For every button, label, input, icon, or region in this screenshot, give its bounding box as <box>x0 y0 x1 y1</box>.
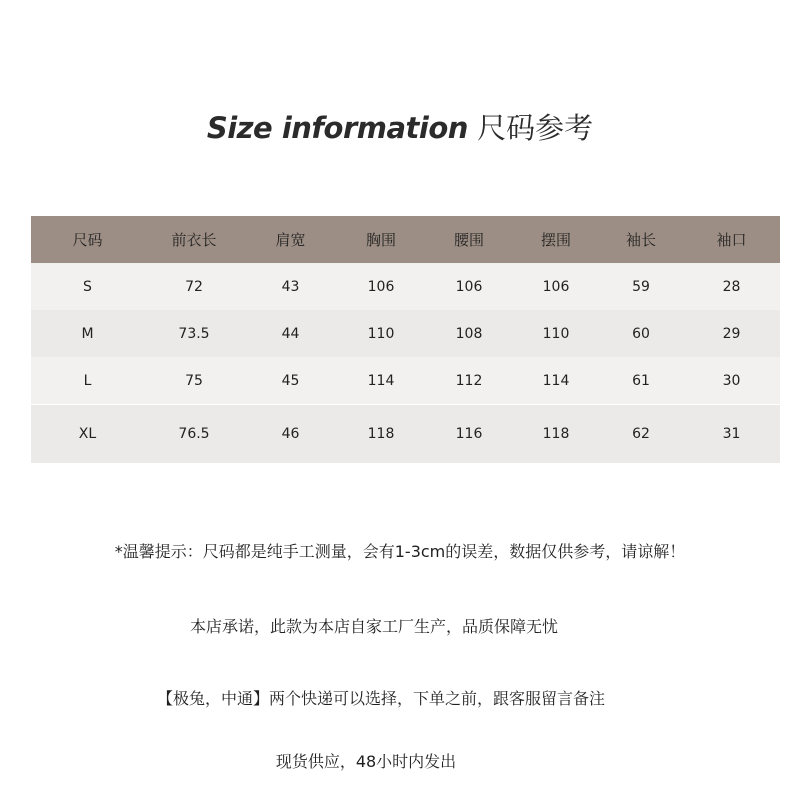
table-cell: 108 <box>455 325 483 342</box>
table-cell: 106 <box>542 278 570 295</box>
table-cell: S <box>83 278 92 295</box>
table-cell: 116 <box>455 426 483 442</box>
table-cell: M <box>81 325 94 342</box>
table-cell: 44 <box>281 325 300 342</box>
table-cell: 73.5 <box>178 325 210 342</box>
table-cell: 29 <box>722 325 741 342</box>
table-cell: XL <box>78 426 97 442</box>
table-cell: 110 <box>367 325 395 342</box>
table-row <box>31 310 780 357</box>
table-cell: 118 <box>542 426 570 442</box>
header-front-length: 前衣长 <box>171 231 217 249</box>
header-chest: 胸围 <box>365 231 396 249</box>
table-cell: 72 <box>185 278 203 295</box>
courier-note: 【极兔，中通】两个快递可以选择，下单之前，跟客服留言备注 <box>156 689 605 708</box>
header-shoulder: 肩宽 <box>275 231 306 249</box>
measurement-tip: *温馨提示：尺码都是纯手工测量，会有1-3cm的误差，数据仅供参考，请谅解！ <box>114 542 686 561</box>
shipping-note: 现货供应，48小时内发出 <box>275 752 457 771</box>
table-cell: 76.5 <box>178 426 210 442</box>
table-cell: 43 <box>281 278 300 295</box>
table-row <box>31 404 780 463</box>
title-english: Size information <box>206 111 468 145</box>
table-cell: 114 <box>367 372 395 389</box>
table-cell: 106 <box>367 278 395 295</box>
table-cell: 106 <box>455 278 483 295</box>
factory-promise: 本店承诺，此款为本店自家工厂生产，品质保障无忧 <box>189 617 558 636</box>
table-cell: 28 <box>722 278 741 295</box>
table-cell: 118 <box>367 426 395 442</box>
table-cell: 59 <box>632 278 650 295</box>
header-cuff: 袖口 <box>716 231 747 249</box>
table-cell: 31 <box>722 426 741 442</box>
header-waist: 腰围 <box>453 231 484 249</box>
size-table <box>31 216 780 463</box>
table-row <box>31 357 780 404</box>
table-cell: 75 <box>185 372 203 389</box>
table-cell: 60 <box>632 325 650 342</box>
table-row <box>31 263 780 310</box>
title-chinese: 尺码参考 <box>477 111 594 145</box>
table-cell: 112 <box>455 372 483 389</box>
table-cell: 110 <box>542 325 570 342</box>
table-cell: 30 <box>722 372 741 389</box>
page-title <box>0 108 800 148</box>
header-sleeve-length: 袖长 <box>625 231 656 249</box>
table-cell: 114 <box>542 372 570 389</box>
table-cell: 61 <box>632 372 650 389</box>
header-size: 尺码 <box>72 231 103 249</box>
table-cell: 46 <box>281 426 300 442</box>
table-header-row <box>31 216 780 263</box>
table-cell: L <box>83 372 92 389</box>
table-cell: 45 <box>281 372 300 389</box>
header-hem: 摆围 <box>540 231 571 249</box>
table-cell: 62 <box>632 426 650 442</box>
